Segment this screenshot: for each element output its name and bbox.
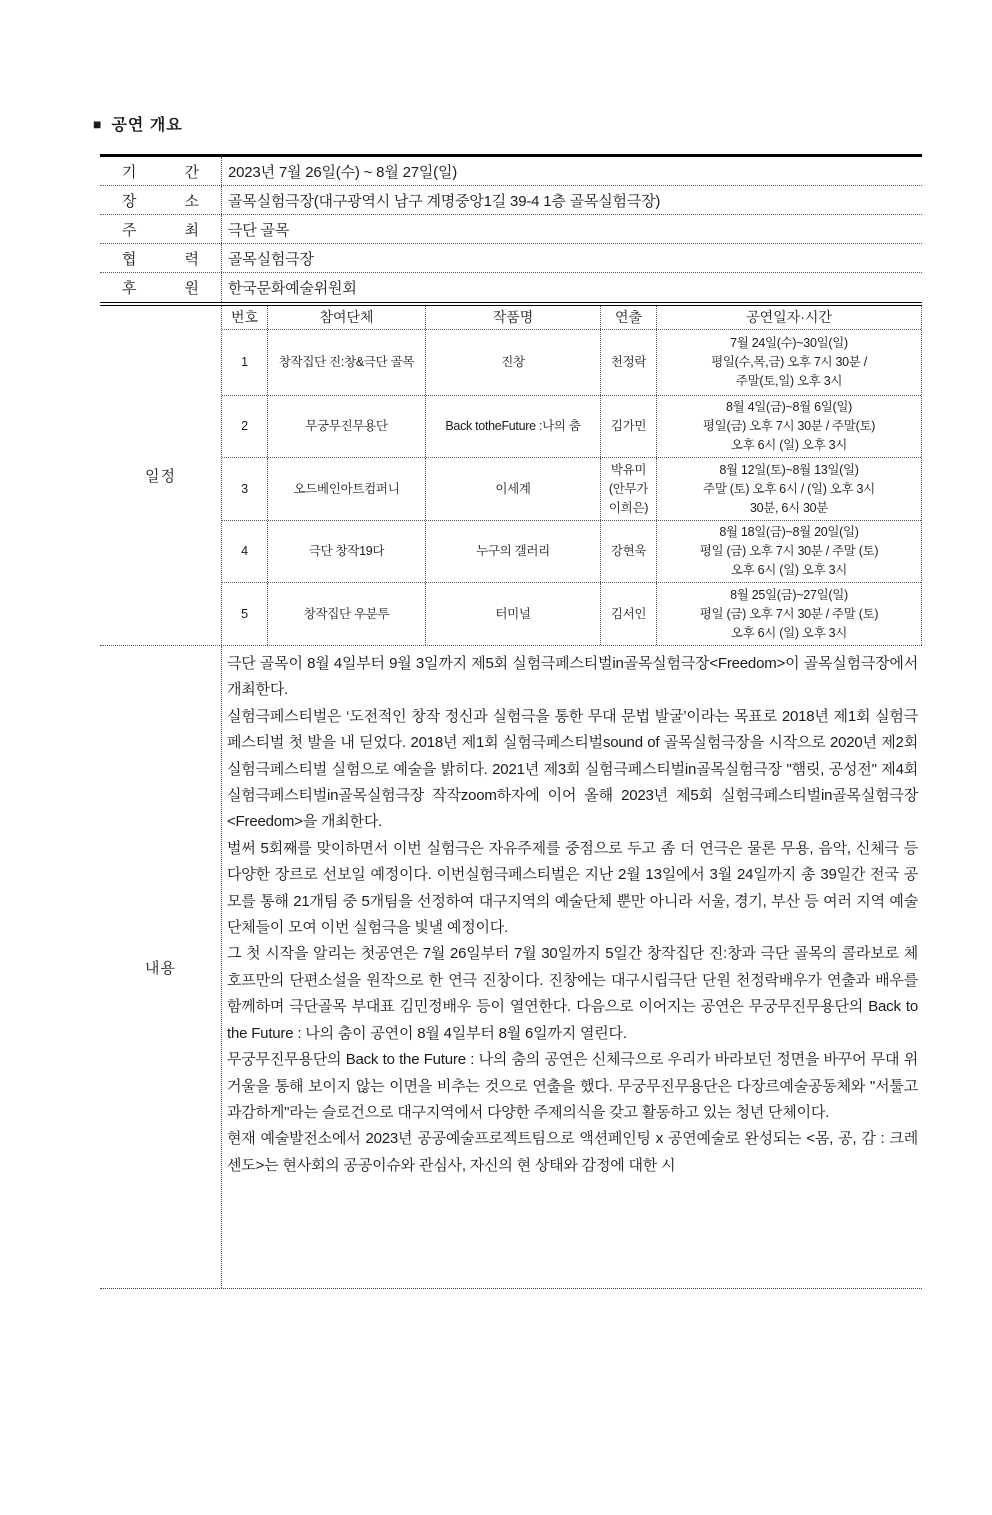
time-line: 주말 (토) 오후 6시 / (일) 오후 3시 [703,481,875,496]
info-label [100,215,222,243]
schedule-section [100,306,922,646]
content-paragraph: 극단 골목이 8월 4일부터 9월 3일까지 제5회 실험극페스티벌in골목실험극장<Freedom>이 골목실험극장에서 개최한다. [227,655,918,699]
schedule-cell-no: 1 [241,355,248,369]
schedule-cell-datetime [656,521,921,582]
time-line: 8월 18일(금)~8월 20일(일) [719,525,859,539]
schedule-cell-work: 누구의 갤러리 [425,521,600,582]
schedule-row [222,521,921,583]
document-page [0,112,992,1515]
schedule-cell-director [600,330,656,395]
schedule-cell-work: 터미널 [425,583,600,645]
schedule-header-row [222,306,921,330]
schedule-cell-no: 5 [241,606,248,621]
content-paragraph: 무궁무진무용단의 Back to the Future : 나의 춤의 공연은 신체극으로 우리가 바라보던 정면을 바꾸어 무대 위 거울을 통해 보이지 않는 이면을 비추는 것으로 연출을 했다. 무궁무진무용단은 다장르예술공동체와 "서툴고 과감하게"라는 슬로건으로 대구지역에서 다양한 주제의식을 갖고 활동하고 있는 청년 단체이다. [227,1051,919,1121]
content-paragraph: 벌써 5회째를 맞이하면서 이번 실험극은 자유주제를 중점으로 두고 좀 더 연극은 물론 무용, 음악, 신체극 등 다양한 장르로 선보일 예정이다. 이번실험극페스티벌은 지난 2월 13일에서 3월 24일까지 총 39일간 전국 공모를 통해 21개팀 중 5개팀을 선정하여 대구지역의 예술단체 뿐만 아니라 서울, 경기, 부산 등 여러 지역 예술단체들이 모여 이번 실험극을 빛낼 예정이다. [227,839,918,937]
schedule-cell-director [600,396,656,457]
content-paragraph: 그 첫 시작을 알리는 첫공연은 7월 26일부터 7월 30일까지 5일간 창작집단 진:창과 극단 골목의 콜라보로 체호프만의 단편소설을 원작으로 한 연극 진창이다. 진창에는 대구시립극단 단원 천정락배우가 연출과 배우를 함께하며 극단골목 부대표 김민정배우 등이 열연한다. 다음으로 이어지는 공연은 무궁무진무용단의 Back to the Future : 나의 춤이 공연이 8월 4일부터 8월 6일까지 열린다. [227,945,918,1042]
info-value: 극단 골목 [228,221,290,239]
director-line: 김가민 [610,419,647,433]
info-label [100,244,222,272]
time-line: 8월 25일(금)~27일(일) [730,587,848,602]
info-label-char: 장 [122,192,137,210]
schedule-cell-work: Back totheFuture :나의 춤 [425,396,600,457]
schedule-row [222,458,921,521]
director-line: (안무가 [608,481,649,496]
info-label-char: 기 [122,163,137,181]
director-line: 박유미 [610,462,647,477]
info-row-cooperation [100,244,922,273]
schedule-cell-work: 이세계 [425,458,600,520]
director-line: 김서인 [610,606,647,621]
time-line: 8월 4일(금)~8월 6일(일) [725,400,853,414]
schedule-cell-group: 극단 창작19다 [267,521,425,582]
info-row-sponsor [100,273,922,302]
schedule-header-work: 작품명 [425,306,600,329]
time-line: 평일(금) 오후 7시 30분 / 주말(토) [702,419,876,433]
schedule-header-group: 참여단체 [267,306,425,329]
schedule-cell-datetime [656,330,921,395]
info-label-char: 력 [184,250,199,268]
time-line: 오후 6시 (일) 오후 3시 [730,438,848,452]
schedule-cell-datetime [656,396,921,457]
info-value: 골목실험극장 [228,250,314,268]
schedule-cell-director [600,521,656,582]
content-row-label: 내용 [100,646,222,1288]
info-label-char: 주 [122,221,137,239]
schedule-cell-director [600,458,656,520]
schedule-cell-no: 2 [241,419,248,433]
time-line: 평일(수,목,금) 오후 7시 30분 / [711,355,867,369]
schedule-table [222,306,922,645]
schedule-row-label: 일정 [100,306,222,645]
schedule-row [222,396,921,458]
info-value: 한국문화예술위원회 [228,280,357,297]
time-line: 평일 (금) 오후 7시 30분 / 주말 (토) [699,544,879,558]
schedule-cell-group: 창작집단 진:창&극단 골목 [267,330,425,395]
info-label [100,186,222,214]
info-label [100,273,222,302]
schedule-cell-work: 진창 [425,330,600,395]
time-line: 오후 6시 (일) 오후 3시 [730,563,848,577]
schedule-cell-group: 창작집단 우분투 [267,583,425,645]
overview-table [100,154,922,1289]
schedule-row [222,583,921,645]
info-label [100,157,222,185]
content-paragraph: 실험극페스티벌은 ‘도전적인 창작 정신과 실험극을 통한 무대 문법 발굴’이라는 목표로 2018년 제1회 실험극 페스티벌 첫 발을 내 딛었다. 2018년 제1회 실험극페스티벌sound of 골목실험극장을 시작으로 2020년 제2회실험극페스티벌 실험으로 예술을 밝히다. 2021년 제3회 실험극페스티벌in골목실험극장 "햄릿, 공성전" 제4회 실험극페스티벌in골목실험극장 작작zoom하자에 이어 올해 2023년 제5회 실험극페스티벌in골목실험극장<Freedom>을 개최한다. [227,707,918,831]
info-value: 2023년 7월 26일(수) ~ 8월 27일(일) [228,163,458,181]
section-title [93,112,992,135]
info-value: 골목실험극장(대구광역시 남구 계명중앙1길 39-4 1층 골목실험극장) [228,192,661,210]
schedule-cell-group: 무궁무진무용단 [267,396,425,457]
schedule-cell-no: 3 [241,481,248,496]
time-line: 7월 24일(수)~30일(일) [730,336,848,350]
director-line: 이희은) [608,500,649,515]
schedule-cell-datetime [656,583,921,645]
director-line: 강현욱 [610,544,647,558]
content-section [100,646,922,1288]
schedule-cell-group: 오드베인아트컴퍼니 [267,458,425,520]
info-label-char: 소 [184,192,199,210]
section-title-text: 공연 개요 [111,117,183,134]
schedule-row [222,330,921,396]
schedule-cell-no: 4 [241,544,248,558]
info-label-char: 원 [184,280,199,297]
info-row-host [100,215,922,244]
director-line: 천정락 [610,355,647,369]
schedule-cell-datetime [656,458,921,520]
info-label-char: 최 [184,221,199,239]
schedule-header-datetime: 공연일자·시간 [656,306,921,329]
time-line: 30분, 6시 30분 [749,500,829,515]
time-line: 평일 (금) 오후 7시 30분 / 주말 (토) [699,606,879,621]
content-text [222,646,922,1288]
schedule-header-director: 연출 [600,306,656,329]
time-line: 오후 6시 (일) 오후 3시 [730,625,848,640]
schedule-cell-director [600,583,656,645]
square-bullet-icon: ■ [93,115,103,132]
schedule-header-no: 번호 [230,309,259,325]
info-label-char: 간 [184,163,199,181]
info-row-venue [100,186,922,215]
content-paragraph: 현재 예술발전소에서 2023년 공공예술프로젝트팀으로 액션페인팅 x 공연예술로 완성되는 <몸, 공, 감 : 크레센도>는 현사회의 공공이슈와 관심사, 자신의 현 상태와 감정에 대한 시 [227,1130,918,1174]
time-line: 8월 12일(토)~8월 13일(일) [719,462,859,477]
info-label-char: 협 [122,250,137,268]
info-row-period [100,157,922,186]
time-line: 주말(토,일) 오후 3시 [735,374,843,388]
info-label-char: 후 [122,280,137,297]
